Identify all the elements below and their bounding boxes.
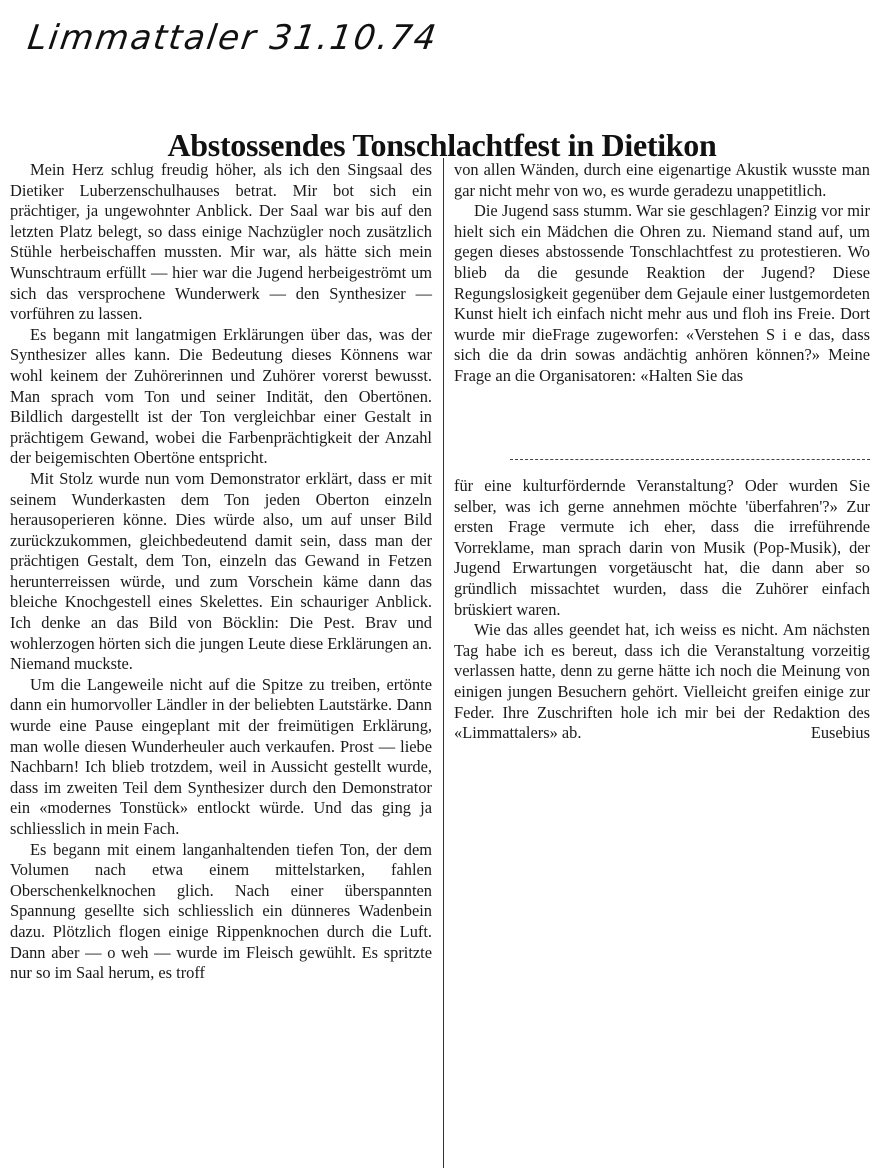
paragraph: für eine kulturfördernde Veranstaltung? Oder wurden Sie selber, was ich gerne annehmen möchte 'überfahren'?» Zur ersten Frage vermute ich eher, dass die irreführende Vorreklame, man sprach darin von Musik (Pop-Musik), der Jugend Erwartungen vorgetäuscht hat, die dann aber so gründlich missachtet wurden, dass die Zuhörer einfach brüskiert waren. xyxy=(454,476,870,619)
handwritten-note: Limmattaler 31.10.74 xyxy=(25,18,441,58)
paragraph: Um die Langeweile nicht auf die Spitze zu treiben, ertönte dann ein humorvoller Ländler in der beliebten Lautstärke. Dann wurde eine Pause eingeplant mit der freimütigen Erklärung, man wolle diesen Wunderheuler auch verkaufen. Prost — liebe Nachbarn! Ich blieb trotzdem, weil in Aussicht gestellt wurde, dass im zweiten Teil dem Synthesizer durch den Demonstrator ein «modernes Tonstück» entlockt würde. Und das ging ja schliesslich in mein Fach. xyxy=(10,674,432,838)
article-headline: Abstossendes Tonschlachtfest in Dietikon xyxy=(167,127,717,164)
paragraph: Es begann mit einem langanhaltenden tiefen Ton, der dem Volumen nach etwa einem mittelstarken, fahlen Oberschenkelknochen glich. Nach einer überspannten Spannung gesellte sich schliesslich ein dünneres Wadenbein dazu. Plötzlich flogen einige Rippenknochen durch die Luft. Dann aber — o weh — wurde im Fleisch gewühlt. Es spritzte nur so im Saal herum, es troff xyxy=(10,839,432,983)
right-column-top xyxy=(454,160,870,387)
paragraph: von allen Wänden, durch eine eigenartige Akustik wusste man gar nicht mehr von wo, es wurde geradezu unappetitlich. xyxy=(454,160,870,200)
author-signature: Eusebius xyxy=(810,723,870,743)
paragraph: Mit Stolz wurde nun vom Demonstrator erklärt, dass er mit seinem Wunderkasten dem Ton jeden Oberton einzeln herausoperieren könne. Dies würde also, um auf unser Bild zurückzukommen, gleichbedeutend damit sein, dass man der prächtigen Gestalt, dem Ton, einzeln das Gewand in Fetzen herunterreissen würde, und zum Vorschein käme dann das bleiche Knochgestell eines Skelettes. Ein schauriger Anblick. Ich denke an das Bild von Böcklin: Die Pest. Brav und wohlerzogen hörten sich die jungen Leute diese Erklärungen an. Niemand muckste. xyxy=(10,468,432,674)
paragraph: Mein Herz schlug freudig höher, als ich den Singsaal des Dietiker Luberzenschulhauses betrat. Mir bot sich ein prächtiger, ja ungewohnter Anblick. Der Saal war bis auf den letzten Platz belegt, so dass einige Nachzügler noch zusätzlich Stühle herbeischaffen mussten. Mir war, als hätte sich mein Wunschtraum erfüllt — hier war die Jugend herbeigeströmt um sich das versprochene Wunderwerk — den Synthesizer — vorführen zu lassen. xyxy=(10,160,432,324)
right-column-bottom xyxy=(454,476,870,744)
paragraph: Es begann mit langatmigen Erklärungen über das, was der Synthesizer alles kann. Die Bedeutung dieses Könnens war wohl keinem der Zuhörerinnen und Zuhörer vorerst bewusst. Man sprach vom Ton und seiner Indität, den Obertönen. Bildlich dargestellt ist der Ton vergleichbar einer Gestalt in prächtigem Gewand, wobei die Farbenprächtigkeit der Anzahl der beigemischten Obertöne entspricht. xyxy=(10,324,432,468)
paragraph-text: Wie das alles geendet hat, ich weiss es nicht. Am nächsten Tag habe ich es bereut, dass ich die Veranstaltung vorzeitig verlassen hatte, denn zu gerne hätte ich noch die Meinung von einigen jungen Besuchern gehört. Vielleicht greifen einige zur Feder. Ihre Zuschriften hole ich mir bei der Redaktion des «Limmattalers» ab. xyxy=(454,620,870,743)
section-divider xyxy=(510,459,870,460)
column-divider xyxy=(443,158,444,1168)
left-column xyxy=(10,160,432,984)
paragraph xyxy=(454,620,870,744)
paragraph: Die Jugend sass stumm. War sie geschlagen? Einzig vor mir hielt sich ein Mädchen die Ohren zu. Niemand stand auf, um gegen dieses abstossende Tonschlachtfest zu protestieren. Wo blieb da die gesunde Reaktion der Jugend? Diese Regungslosigkeit gegenüber dem Gejaule einer lustgemordeten Kunst hielt ich einfach nicht mehr aus und floh ins Freie. Dort wurde mir dieFrage zugeworfen: «Verstehen S i e das, dass sich die da drin sowas andächtig anhören können?» Meine Frage an die Organisatoren: «Halten Sie das xyxy=(454,201,870,385)
